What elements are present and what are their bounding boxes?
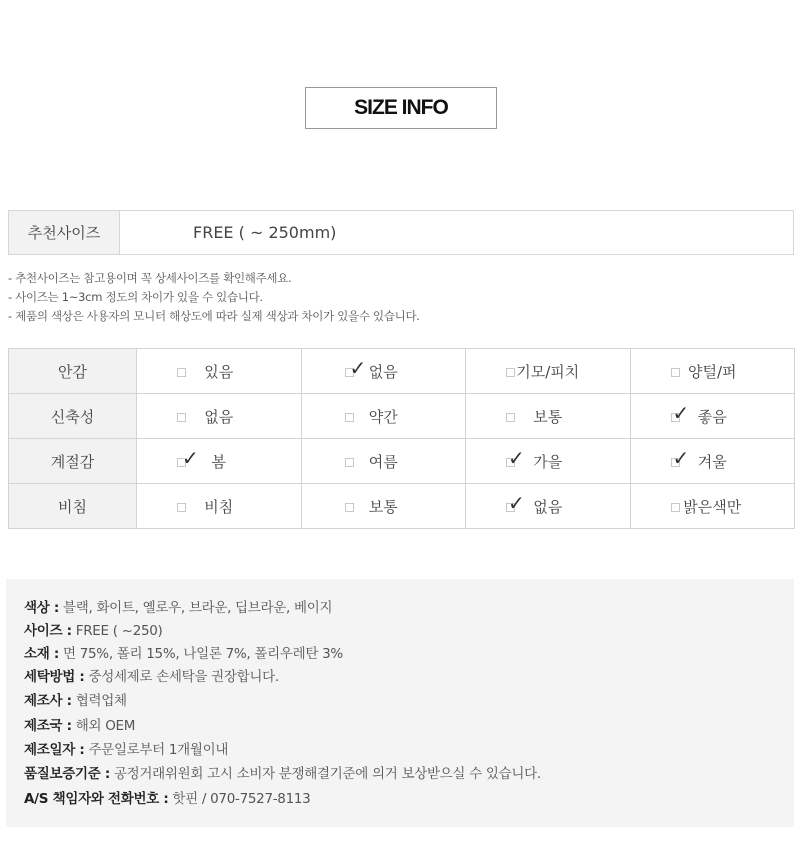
option-label: 기모/피치: [516, 362, 580, 381]
attribute-label: 신축성: [9, 394, 137, 439]
attribute-option: [630, 439, 795, 484]
size-notes: [8, 269, 420, 326]
attribute-row: [9, 484, 795, 529]
info-line: [24, 665, 279, 685]
option-label: 없음: [368, 362, 398, 381]
info-value: 공정거래위원회 고시 소비자 분쟁해결기준에 의거 보상받으실 수 있습니다.: [109, 766, 541, 782]
option-label: 좋음: [697, 407, 727, 426]
size-label: 추천사이즈: [9, 211, 120, 254]
info-line: [24, 738, 228, 758]
attribute-label: 계절감: [9, 439, 137, 484]
option-checkbox: [506, 413, 515, 422]
option-checkbox: [345, 503, 354, 512]
info-line: [24, 787, 310, 807]
product-info-box: [6, 579, 794, 827]
info-key: 제조일자 :: [24, 742, 85, 758]
option-label: 보통: [368, 497, 398, 516]
info-value: 주문일로부터 1개월이내: [84, 742, 229, 758]
option-checkbox: [177, 368, 186, 377]
attribute-row: [9, 439, 795, 484]
attribute-option: [630, 349, 795, 394]
info-key: 소재 :: [24, 646, 59, 662]
option-label: 있음: [204, 362, 234, 381]
size-value: FREE ( ~ 250mm): [193, 223, 337, 242]
option-label: 여름: [368, 452, 398, 471]
option-label: 없음: [533, 497, 563, 516]
info-value: FREE ( ~250): [71, 623, 163, 639]
attribute-option: [137, 349, 302, 394]
attribute-row: [9, 349, 795, 394]
checkmark-icon: ✓: [508, 446, 525, 470]
attribute-table: [8, 348, 795, 529]
attribute-label: 비침: [9, 484, 137, 529]
option-checkbox: [671, 503, 680, 512]
info-key: 세탁방법 :: [24, 669, 85, 685]
attribute-option: [137, 394, 302, 439]
info-line: [24, 689, 127, 709]
attribute-row: [9, 394, 795, 439]
option-label: 밝은색만: [683, 497, 742, 516]
info-value: 협력업체: [71, 693, 127, 709]
option-checkbox: [177, 413, 186, 422]
info-value: 핫핀 / 070-7527-8113: [168, 791, 311, 807]
checkmark-icon: ✓: [672, 446, 690, 470]
option-label: 보통: [533, 407, 563, 426]
recommended-size-table: [8, 210, 794, 255]
option-checkbox: [671, 368, 680, 377]
note-line: - 사이즈는 1~3cm 정도의 차이가 있을 수 있습니다.: [8, 290, 263, 304]
attribute-option: [301, 484, 466, 529]
info-line: [24, 642, 343, 662]
checkmark-icon: ✓: [349, 356, 367, 380]
option-label: 약간: [368, 407, 398, 426]
option-label: 겨울: [697, 452, 727, 471]
option-label: 양털/퍼: [687, 362, 737, 381]
attribute-option: [630, 394, 795, 439]
checkmark-icon: ✓: [672, 401, 690, 425]
info-line: [24, 714, 135, 734]
option-checkbox: [506, 368, 515, 377]
checkmark-icon: ✓: [508, 491, 525, 515]
option-checkbox: [345, 458, 354, 467]
note-line: - 추천사이즈는 참고용이며 꼭 상세사이즈를 확인해주세요.: [8, 271, 292, 285]
option-label: 봄: [211, 452, 226, 471]
info-line: [24, 762, 541, 782]
attribute-option: [630, 484, 795, 529]
option-checkbox: [177, 503, 186, 512]
option-label: 비침: [204, 497, 234, 516]
info-value: 해외 OEM: [71, 718, 136, 734]
note-line: - 제품의 색상은 사용자의 모니터 해상도에 따라 실제 색상과 차이가 있을수 있습니다.: [8, 309, 420, 323]
info-key: 사이즈 :: [24, 623, 72, 639]
info-key: 품질보증기준 :: [24, 766, 110, 782]
info-key: 색상 :: [24, 600, 59, 616]
option-label: 없음: [204, 407, 234, 426]
option-label: 가을: [533, 452, 563, 471]
attribute-option: [466, 349, 631, 394]
attribute-label: 안감: [9, 349, 137, 394]
info-value: 블랙, 화이트, 옐로우, 브라운, 딥브라운, 베이지: [58, 600, 333, 616]
info-line: [24, 596, 332, 616]
info-key: A/S 책임자와 전화번호 :: [24, 791, 169, 807]
section-title: SIZE INFO: [305, 87, 497, 129]
info-line: [24, 619, 163, 639]
info-key: 제조국 :: [24, 718, 72, 734]
info-key: 제조사 :: [24, 693, 72, 709]
attribute-option: [301, 349, 466, 394]
attribute-option: [137, 484, 302, 529]
attribute-option: [466, 394, 631, 439]
option-checkbox: [345, 413, 354, 422]
attribute-option: [466, 484, 631, 529]
attribute-option: [301, 439, 466, 484]
checkmark-icon: ✓: [182, 446, 199, 470]
attribute-option: [466, 439, 631, 484]
attribute-option: [137, 439, 302, 484]
info-value: 면 75%, 폴리 15%, 나일론 7%, 폴리우레탄 3%: [58, 646, 343, 662]
attribute-option: [301, 394, 466, 439]
info-value: 중성세제로 손세탁을 권장합니다.: [84, 669, 279, 685]
